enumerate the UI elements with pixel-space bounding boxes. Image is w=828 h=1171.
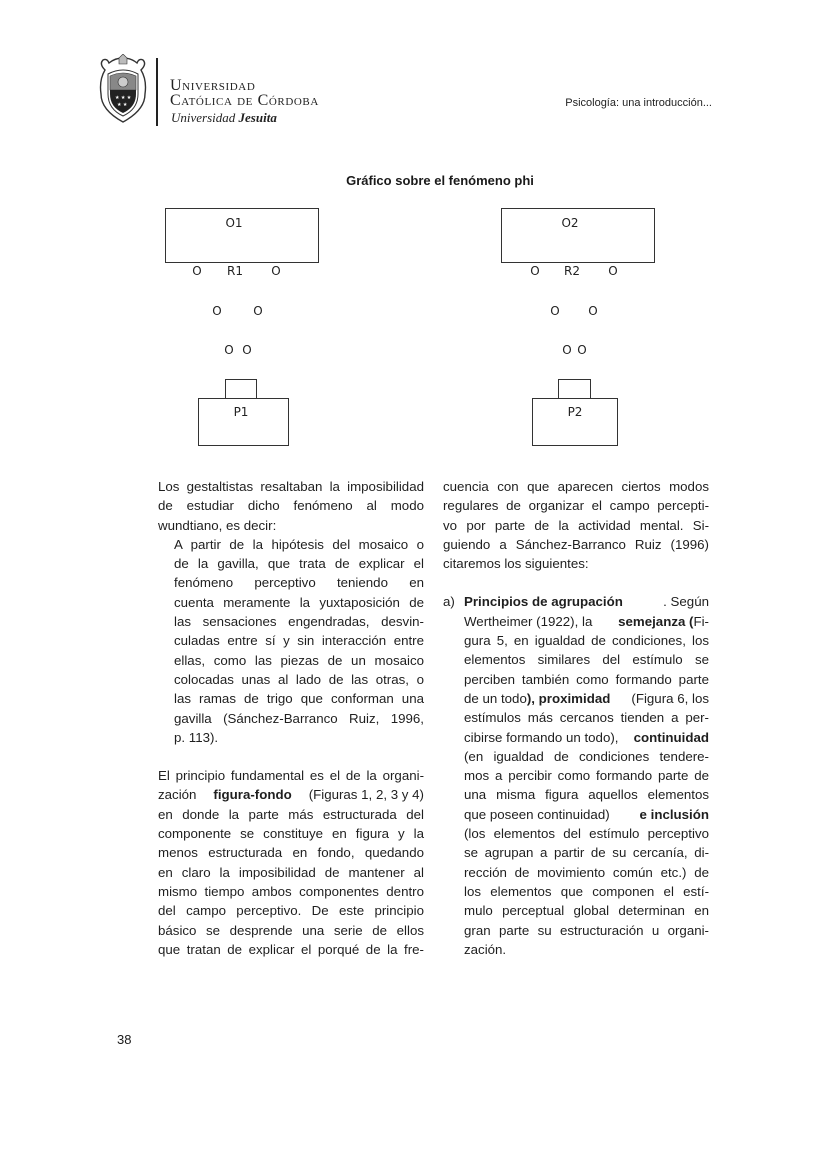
svg-text:★ ★ ★: ★ ★ ★	[115, 95, 132, 101]
running-head: Psicología: una introducción...	[565, 97, 712, 109]
text-line: (los elementos del estímulo perceptivo	[464, 826, 709, 842]
quote-line: culadas entre sí y sin interacción entre	[174, 633, 424, 649]
text-line: cuencia con que aparecen ciertos modos	[443, 479, 709, 494]
page-number: 38	[117, 1032, 132, 1047]
text-line: cibirse formando un todo), continuidad	[464, 728, 709, 747]
list-item-a	[443, 592, 709, 959]
left-row1-o1: O	[192, 264, 202, 278]
text-line: se agrupan a partir de su cercanía, di-	[464, 845, 709, 861]
text-line: estímulos más cercanos tienden a per-	[464, 710, 709, 726]
text-line: en claro la imposibilidad de mantener al	[158, 864, 424, 880]
quote-line: las ramas de trigo que conforman una	[174, 691, 424, 707]
right-row3-o1: O	[562, 343, 572, 357]
quote-line: colocadas unas al lado de las otras, o	[174, 671, 424, 687]
text-line: en donde la parte más estructurada del	[158, 806, 424, 822]
right-column	[443, 477, 709, 959]
right-row3-o2: O	[577, 343, 587, 357]
term-proximidad: ), proximidad	[526, 690, 611, 706]
term-principios-agrupacion: Principios de agrupación	[464, 594, 623, 610]
quote-line: ellas, como las piezas de un mosaico	[174, 652, 424, 668]
left-small-box	[225, 379, 257, 399]
text-line: componente se constituye en figura y la	[158, 826, 424, 842]
text-line: (en igualdad de condiciones tendere-	[464, 748, 709, 764]
text-line: Principios de agrupación . Según	[464, 592, 709, 611]
text-line: mulo perceptual global determinan en	[464, 903, 709, 919]
intro-paragraph	[443, 477, 709, 573]
text-line: menos estructurada en fondo, quedando	[158, 845, 424, 861]
subtitle-regular: Universidad	[171, 110, 236, 125]
university-name-line2: Católica de Córdoba	[170, 92, 319, 109]
quote-line: gavilla (Sánchez-Barranco Ruiz, 1996,	[174, 710, 424, 726]
text-line: mos a percibir como formando parte de	[464, 768, 709, 784]
term-semejanza: semejanza (	[618, 613, 694, 629]
text-line: elementos similares del estímulo se	[464, 652, 709, 668]
right-row2-o2: O	[588, 304, 598, 318]
left-top-box-label: O1	[225, 216, 243, 230]
text-line: gran parte su estructuración u organi-	[464, 922, 709, 938]
text-line: gura 5, en igualdad de condiciones, los	[464, 633, 709, 649]
term-continuidad: continuidad	[633, 729, 709, 745]
left-row1-r: R1	[227, 264, 243, 278]
text-line: que poseen continuidad) e inclusión	[464, 805, 709, 824]
text-line: perciben también como formando parte	[464, 671, 709, 687]
svg-text:★ ★: ★ ★	[117, 102, 128, 108]
text-line: Wertheimer (1922), la semejanza ( Fi-	[464, 612, 709, 631]
term-inclusion: e inclusión	[639, 806, 709, 822]
quote-line: las sensaciones engendradas, desvin-	[174, 614, 424, 630]
right-row2-o1: O	[550, 304, 560, 318]
text-line: rección de movimiento común etc.) de	[464, 864, 709, 880]
text-line: que tratan de explicar el porqué de la fre-	[158, 941, 424, 957]
text-line: de estudiar dicho fenómeno al modo	[158, 498, 424, 514]
right-top-box-label: O2	[561, 216, 579, 230]
text-line: del campo perceptivo. De este principio	[158, 903, 424, 919]
text-line: citaremos los siguientes:	[443, 556, 589, 572]
text-line: wundtiano, es decir:	[158, 517, 277, 533]
right-bottom-box-label: P2	[567, 405, 583, 419]
right-row1-o2: O	[608, 264, 618, 278]
quote-line: de la gavilla, que trata de explicar el	[174, 556, 424, 572]
ucc-coat-of-arms-icon	[95, 54, 151, 126]
left-row2-o2: O	[253, 304, 263, 318]
block-quote	[158, 535, 424, 747]
text-line: guiendo a Sánchez-Barranco Ruiz (1996)	[443, 536, 709, 552]
text-line: los elementos que componen el estí-	[464, 883, 709, 899]
left-bottom-box-label: P1	[233, 405, 249, 419]
left-row2-o1: O	[212, 304, 222, 318]
text-line: vo por parte de la actividad mental. Si-	[443, 517, 709, 533]
intro-paragraph	[158, 477, 424, 535]
quote-line: A partir de la hipótesis del mosaico o	[174, 536, 424, 552]
text-line: Los gestaltistas resaltaban la imposibilidad	[158, 479, 424, 494]
text-line: mismo tiempo ambos componentes dentro	[158, 883, 424, 899]
left-row3-o1: O	[224, 343, 234, 357]
left-row1-o2: O	[271, 264, 281, 278]
subtitle-bold: Jesuita	[238, 110, 277, 125]
university-name	[170, 78, 319, 108]
text-line: básico se desprende una serie de ellos	[158, 922, 424, 938]
text-line: regulares de organizar el campo percepti-	[443, 498, 709, 514]
text-line: El principio fundamental es el de la organi-	[158, 768, 424, 784]
text-line: zación.	[464, 941, 507, 957]
list-marker: a)	[443, 594, 455, 610]
quote-line: p. 113).	[174, 729, 219, 745]
figura-fondo-paragraph	[158, 766, 424, 959]
text-line: de un todo ), proximidad (Figura 6, los	[464, 689, 709, 708]
text-line: zación figura-fondo (Figuras 1, 2, 3 y 4)	[158, 785, 424, 804]
quote-line: cuenta meramente la yuxtaposición de	[174, 594, 424, 610]
university-subtitle	[171, 110, 277, 126]
right-small-box	[558, 379, 591, 399]
list-item-body	[464, 592, 709, 959]
term-figura-fondo: figura-fondo	[213, 787, 292, 803]
header-divider	[156, 58, 158, 126]
text-line: una misma figura aquellos elementos	[464, 787, 709, 803]
left-column	[158, 477, 424, 959]
right-row1-r: R2	[564, 264, 580, 278]
quote-line: fenómeno perceptivo teniendo en	[174, 575, 424, 591]
university-name-line1: Universidad	[170, 77, 256, 94]
left-row3-o2: O	[242, 343, 252, 357]
figure-title: Gráfico sobre el fenómeno phi	[346, 173, 534, 188]
right-row1-o1: O	[530, 264, 540, 278]
